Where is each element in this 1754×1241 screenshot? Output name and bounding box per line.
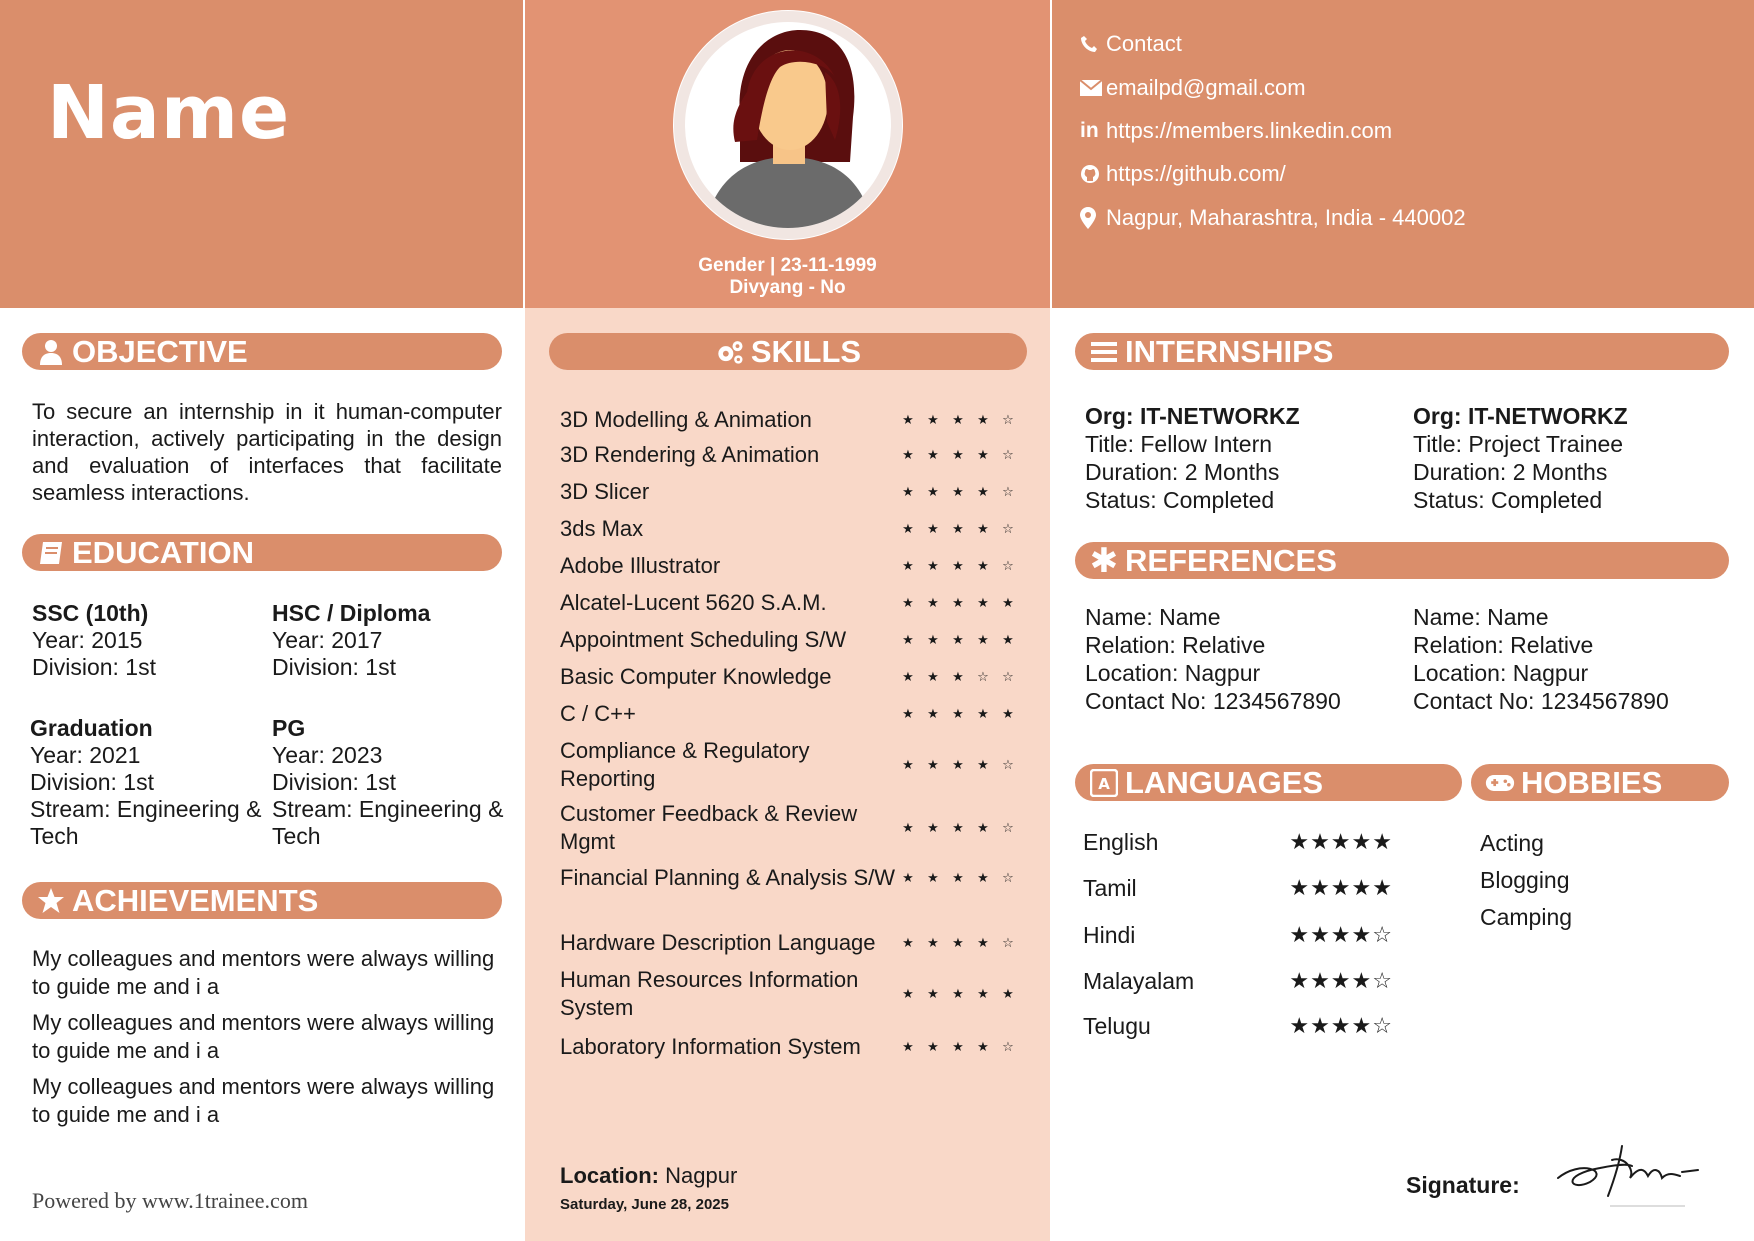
skill-rating	[898, 484, 1018, 500]
achievement-item: My colleagues and mentors were always willing to guide me and i a	[32, 946, 495, 999]
gears-icon	[715, 337, 745, 367]
skill-rating	[898, 870, 1018, 886]
filled-star-icon: ★	[927, 595, 939, 610]
powered-by: Powered by www.1trainee.com	[32, 1188, 308, 1213]
skill-name: 3D Rendering & Animation	[560, 442, 820, 467]
filled-star-icon: ★	[927, 484, 939, 499]
filled-star-icon: ★	[902, 820, 914, 835]
filled-star-icon: ★	[927, 870, 939, 885]
skill-name: Basic Computer Knowledge	[560, 664, 832, 689]
empty-star-icon: ☆	[977, 669, 989, 684]
filled-star-icon: ★	[977, 820, 989, 835]
filled-star-icon: ★	[1002, 986, 1014, 1001]
star-icon	[36, 886, 66, 916]
filled-star-icon: ★	[1330, 968, 1352, 993]
skill-name: 3ds Max	[560, 516, 644, 541]
list-icon	[1089, 337, 1119, 367]
avatar-illustration	[685, 22, 891, 228]
internships-heading: INTERNSHIPS	[1075, 333, 1729, 370]
filled-star-icon: ★	[1310, 922, 1331, 947]
empty-star-icon: ☆	[1002, 521, 1014, 536]
filled-star-icon: ★	[927, 986, 939, 1001]
filled-star-icon: ★	[952, 521, 964, 536]
education-heading: EDUCATION	[22, 534, 502, 571]
skill-name: 3D Slicer	[560, 479, 650, 504]
filled-star-icon: ★	[902, 484, 914, 499]
contact-label: Contact	[1106, 31, 1182, 56]
filled-star-icon: ★	[927, 412, 939, 427]
asterisk-icon: ✱	[1089, 541, 1119, 580]
language-rating	[1289, 922, 1393, 948]
language-item	[1083, 966, 1393, 996]
empty-star-icon: ☆	[1002, 558, 1014, 573]
hobbies-heading: HOBBIES	[1471, 764, 1729, 801]
skill-item	[560, 1033, 1025, 1061]
skill-item	[560, 929, 1025, 957]
empty-star-icon: ☆	[1002, 935, 1014, 950]
language-item	[1083, 827, 1393, 857]
skill-name: Adobe Illustrator	[560, 553, 721, 578]
filled-star-icon: ★	[1310, 875, 1331, 900]
filled-star-icon: ★	[977, 558, 989, 573]
empty-star-icon: ☆	[1002, 669, 1014, 684]
filled-star-icon: ★	[927, 669, 939, 684]
filled-star-icon: ★	[902, 935, 914, 950]
empty-star-icon: ☆	[1372, 968, 1393, 993]
signature-label: Signature:	[1406, 1172, 1520, 1198]
filled-star-icon: ★	[977, 632, 989, 647]
skills-heading: SKILLS	[549, 333, 1027, 370]
filled-star-icon: ★	[952, 669, 964, 684]
github-icon	[1080, 163, 1106, 185]
language-item	[1083, 1011, 1393, 1041]
filled-star-icon: ★	[902, 757, 914, 772]
filled-star-icon: ★	[1372, 829, 1393, 854]
filled-star-icon: ★	[977, 412, 989, 427]
achievement-item: My colleagues and mentors were always willing to guide me and i a	[32, 1074, 495, 1127]
filled-star-icon: ★	[952, 412, 964, 427]
skill-item	[560, 663, 1025, 691]
empty-star-icon: ☆	[1002, 1039, 1014, 1054]
filled-star-icon: ★	[902, 558, 914, 573]
filled-star-icon: ★	[902, 447, 914, 462]
language-name: English	[1083, 828, 1159, 855]
language-icon	[1089, 768, 1119, 798]
filled-star-icon: ★	[902, 632, 914, 647]
filled-star-icon: ★	[952, 595, 964, 610]
filled-star-icon: ★	[952, 558, 964, 573]
filled-star-icon: ★	[952, 632, 964, 647]
skill-item	[560, 737, 1025, 793]
hobby-item: Acting	[1480, 830, 1544, 856]
footer-date: Saturday, June 28, 2025	[560, 1196, 729, 1213]
filled-star-icon: ★	[1310, 1013, 1331, 1038]
skill-name: Alcatel-Lucent 5620 S.A.M.	[560, 590, 827, 615]
divyang-status: Divyang - No	[729, 277, 846, 298]
objective-text: To secure an internship in it human-computer interaction, actively participating in the design and evaluation of interfaces that facilitate seamless interactions.	[32, 399, 502, 505]
filled-star-icon: ★	[902, 870, 914, 885]
candidate-name: Name	[47, 70, 291, 156]
filled-star-icon: ★	[927, 558, 939, 573]
phone-icon	[1080, 33, 1106, 55]
skill-rating	[898, 1039, 1018, 1055]
signature-image	[1550, 1130, 1720, 1215]
skill-item	[560, 552, 1025, 580]
skill-item	[560, 478, 1025, 506]
skill-item	[560, 626, 1025, 654]
objective-heading: OBJECTIVE	[22, 333, 502, 370]
achievement-item: My colleagues and mentors were always willing to guide me and i a	[32, 1010, 495, 1063]
skill-rating	[898, 820, 1018, 836]
filled-star-icon: ★	[977, 447, 989, 462]
skill-rating	[898, 558, 1018, 574]
filled-star-icon: ★	[977, 986, 989, 1001]
contact-heading	[1080, 29, 1182, 59]
filled-star-icon: ★	[927, 521, 939, 536]
skill-rating	[898, 447, 1018, 463]
contact-linkedin[interactable]: https://members.linkedin.com	[1106, 118, 1393, 143]
empty-star-icon: ☆	[1372, 1013, 1393, 1038]
language-name: Tamil	[1083, 874, 1137, 901]
skill-rating	[898, 632, 1018, 648]
envelope-icon	[1080, 77, 1106, 99]
empty-star-icon: ☆	[1002, 447, 1014, 462]
skill-item	[560, 406, 1025, 434]
languages-heading: A LANGUAGES	[1075, 764, 1462, 801]
filled-star-icon: ★	[977, 1039, 989, 1054]
hobby-item: Camping	[1480, 904, 1573, 930]
filled-star-icon: ★	[1351, 922, 1373, 947]
filled-star-icon: ★	[1351, 1013, 1373, 1038]
filled-star-icon: ★	[1310, 968, 1331, 993]
filled-star-icon: ★	[902, 669, 914, 684]
empty-star-icon: ☆	[1002, 820, 1014, 835]
filled-star-icon: ★	[952, 986, 964, 1001]
skill-name: Hardware Description Language	[560, 930, 876, 955]
skill-item	[560, 700, 1025, 728]
internship-item: Org: IT-NETWORKZ Title: Project Trainee Duration: 2 Months Status: Completed	[1413, 403, 1628, 513]
linkedin-icon: in	[1080, 119, 1099, 142]
skill-item	[560, 515, 1025, 543]
filled-star-icon: ★	[952, 1039, 964, 1054]
filled-star-icon: ★	[1330, 1013, 1352, 1038]
filled-star-icon: ★	[977, 706, 989, 721]
empty-star-icon: ☆	[1002, 412, 1014, 427]
filled-star-icon: ★	[1372, 875, 1393, 900]
language-name: Malayalam	[1083, 967, 1195, 994]
filled-star-icon: ★	[1330, 922, 1352, 947]
filled-star-icon: ★	[1289, 968, 1311, 993]
filled-star-icon: ★	[952, 935, 964, 950]
skill-name: 3D Modelling & Animation	[560, 407, 812, 432]
education-item: Graduation Year: 2021 Division: 1st Stream: Engineering & Tech	[30, 715, 262, 849]
filled-star-icon: ★	[902, 986, 914, 1001]
language-rating	[1289, 829, 1393, 855]
avatar	[685, 22, 891, 228]
map-pin-icon	[1080, 207, 1106, 229]
filled-star-icon: ★	[952, 484, 964, 499]
filled-star-icon: ★	[1289, 875, 1311, 900]
filled-star-icon: ★	[927, 935, 939, 950]
filled-star-icon: ★	[902, 521, 914, 536]
empty-star-icon: ☆	[1002, 870, 1014, 885]
skill-item	[560, 800, 1025, 856]
filled-star-icon: ★	[927, 632, 939, 647]
skill-rating	[898, 521, 1018, 537]
language-rating	[1289, 1013, 1393, 1039]
filled-star-icon: ★	[977, 484, 989, 499]
filled-star-icon: ★	[977, 757, 989, 772]
filled-star-icon: ★	[1002, 706, 1014, 721]
education-item: HSC / Diploma Year: 2017 Division: 1st	[272, 600, 431, 680]
references-heading: ✱ REFERENCES	[1075, 542, 1729, 579]
language-rating	[1289, 968, 1393, 994]
filled-star-icon: ★	[952, 870, 964, 885]
skill-item	[560, 441, 1025, 469]
reference-item: Name: Name Relation: Relative Location: Nagpur Contact No: 1234567890	[1085, 604, 1341, 714]
filled-star-icon: ★	[927, 820, 939, 835]
language-name: Hindi	[1083, 921, 1136, 948]
empty-star-icon: ☆	[1002, 757, 1014, 772]
skill-rating	[898, 706, 1018, 722]
skill-name: Human Resources Information System	[560, 967, 859, 1020]
contact-email[interactable]: emailpd@gmail.com	[1106, 75, 1306, 100]
footer-location: Location: Nagpur	[560, 1163, 738, 1188]
contact-linkedin-row[interactable]	[1080, 116, 1392, 146]
filled-star-icon: ★	[1289, 1013, 1311, 1038]
skill-item	[560, 966, 1025, 1022]
filled-star-icon: ★	[1351, 829, 1373, 854]
skill-rating	[898, 935, 1018, 951]
contact-github-row[interactable]	[1080, 159, 1286, 189]
filled-star-icon: ★	[1330, 829, 1352, 854]
filled-star-icon: ★	[927, 447, 939, 462]
language-item	[1083, 920, 1393, 950]
achievements-heading: ACHIEVEMENTS	[22, 882, 502, 919]
skill-item	[560, 864, 1025, 892]
gamepad-icon	[1485, 768, 1515, 798]
contact-email-row[interactable]	[1080, 73, 1306, 103]
filled-star-icon: ★	[927, 706, 939, 721]
filled-star-icon: ★	[902, 595, 914, 610]
filled-star-icon: ★	[927, 1039, 939, 1054]
gender-dob: Gender | 23-11-1999	[698, 255, 877, 276]
filled-star-icon: ★	[977, 870, 989, 885]
empty-star-icon: ☆	[1002, 484, 1014, 499]
filled-star-icon: ★	[977, 595, 989, 610]
filled-star-icon: ★	[1002, 595, 1014, 610]
filled-star-icon: ★	[952, 757, 964, 772]
skill-name: Laboratory Information System	[560, 1034, 861, 1059]
skill-rating	[898, 757, 1018, 773]
skill-rating	[898, 595, 1018, 611]
filled-star-icon: ★	[927, 757, 939, 772]
contact-location-row	[1080, 203, 1466, 233]
reference-item: Name: Name Relation: Relative Location: Nagpur Contact No: 1234567890	[1413, 604, 1669, 714]
filled-star-icon: ★	[1289, 922, 1311, 947]
contact-location: Nagpur, Maharashtra, India - 440002	[1106, 205, 1466, 230]
skill-rating	[898, 412, 1018, 428]
filled-star-icon: ★	[1351, 875, 1373, 900]
skill-rating	[898, 669, 1018, 685]
filled-star-icon: ★	[902, 412, 914, 427]
filled-star-icon: ★	[952, 820, 964, 835]
svg-text:A: A	[1098, 774, 1110, 793]
book-icon	[36, 538, 66, 568]
language-rating	[1289, 875, 1393, 901]
skill-name: Appointment Scheduling S/W	[560, 627, 847, 652]
skill-name: C / C++	[560, 701, 636, 726]
filled-star-icon: ★	[1002, 632, 1014, 647]
language-name: Telugu	[1083, 1012, 1151, 1039]
filled-star-icon: ★	[1330, 875, 1352, 900]
filled-star-icon: ★	[1351, 968, 1373, 993]
hobby-item: Blogging	[1480, 867, 1570, 893]
skill-name: Customer Feedback & Review Mgmt	[560, 801, 858, 854]
filled-star-icon: ★	[902, 1039, 914, 1054]
skill-item	[560, 589, 1025, 617]
skill-rating	[898, 986, 1018, 1002]
filled-star-icon: ★	[977, 935, 989, 950]
user-icon	[36, 337, 66, 367]
empty-star-icon: ☆	[1372, 922, 1393, 947]
filled-star-icon: ★	[1310, 829, 1331, 854]
filled-star-icon: ★	[952, 706, 964, 721]
skill-name: Compliance & Regulatory Reporting	[560, 738, 810, 791]
filled-star-icon: ★	[902, 706, 914, 721]
filled-star-icon: ★	[952, 447, 964, 462]
language-item	[1083, 873, 1393, 903]
education-item: SSC (10th) Year: 2015 Division: 1st	[32, 600, 156, 680]
skill-name: Financial Planning & Analysis S/W	[560, 865, 896, 890]
filled-star-icon: ★	[977, 521, 989, 536]
contact-github[interactable]: https://github.com/	[1106, 161, 1286, 186]
filled-star-icon: ★	[1289, 829, 1311, 854]
internship-item: Org: IT-NETWORKZ Title: Fellow Intern Duration: 2 Months Status: Completed	[1085, 403, 1300, 513]
education-item: PG Year: 2023 Division: 1st Stream: Engineering & Tech	[272, 715, 504, 849]
